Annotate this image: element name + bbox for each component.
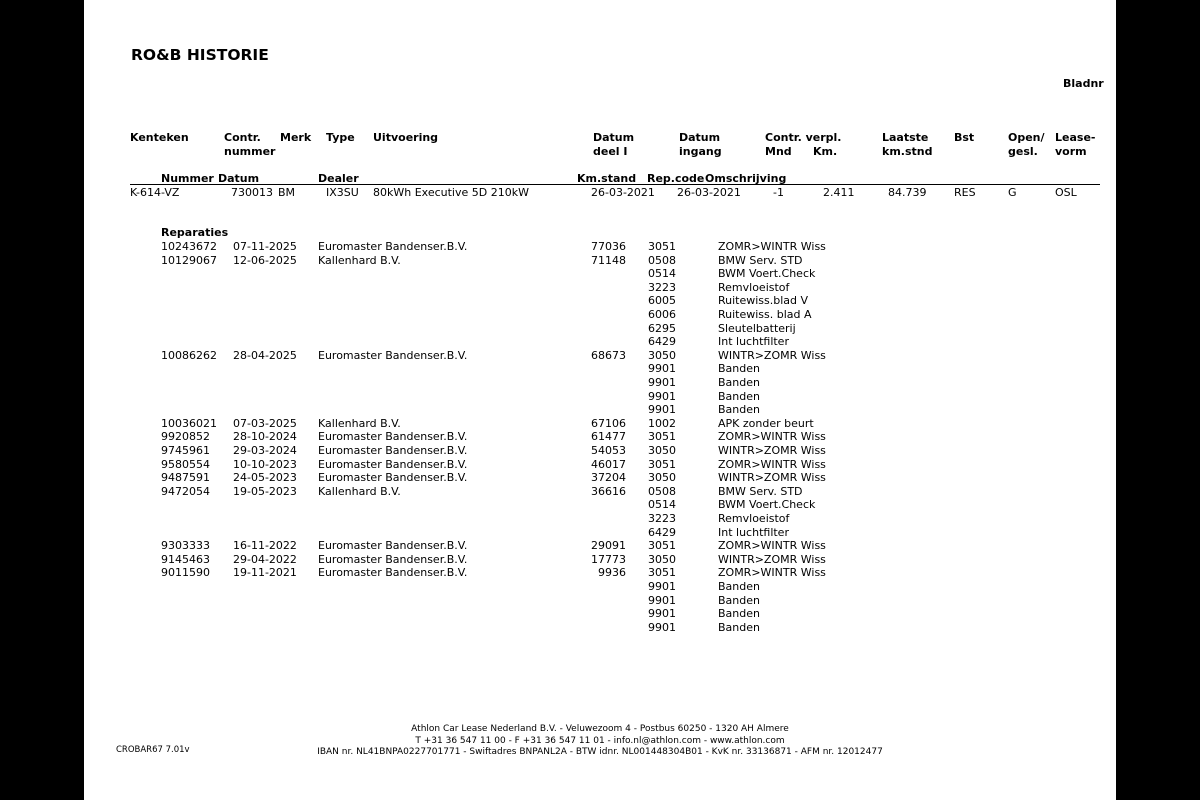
repair-code: 1002 xyxy=(648,416,676,430)
repair-nummer: 9487591 xyxy=(161,471,210,485)
repair-code: 3051 xyxy=(648,566,676,580)
repair-description: Sleutelbatterij xyxy=(718,321,796,335)
page-number-label: Bladnr xyxy=(1063,77,1104,90)
repair-code: 9901 xyxy=(648,389,676,403)
repair-nummer: 10036021 xyxy=(161,416,217,430)
repair-nummer: 9920852 xyxy=(161,430,210,444)
repair-nummer: 10129067 xyxy=(161,253,217,267)
repair-code: 6295 xyxy=(648,321,676,335)
header-merk: Merk xyxy=(280,131,312,144)
header-contr-verpl: Contr. verpl. xyxy=(765,131,842,144)
repair-code: 0514 xyxy=(648,498,676,512)
header-vorm: vorm xyxy=(1055,145,1087,158)
vehicle-merk: BM xyxy=(278,186,296,199)
repair-code: 9901 xyxy=(648,403,676,417)
subheader-nummer: Nummer xyxy=(161,172,214,185)
repair-description: Banden xyxy=(718,580,760,593)
repair-nummer: 9745961 xyxy=(161,444,210,457)
repair-datum: 16-11-2022 xyxy=(233,539,297,553)
repair-kmstand: 68673 xyxy=(591,348,626,362)
header-datum-ingang: Datum xyxy=(679,131,721,144)
vehicle-contractnummer: 730013 xyxy=(231,186,273,199)
repair-code: 3050 xyxy=(648,471,676,485)
repair-description: Remvloeistof xyxy=(718,280,790,294)
vehicle-uitvoering: 80kWh Executive 5D 210kW xyxy=(373,186,529,199)
repair-description: Banden xyxy=(718,389,760,403)
repair-code: 6006 xyxy=(648,308,676,321)
repair-description: WINTR>ZOMR Wiss xyxy=(718,348,826,362)
section-label-reparaties: Reparaties xyxy=(161,226,229,239)
repair-datum: 29-04-2022 xyxy=(233,552,297,566)
header-lease: Lease- xyxy=(1055,131,1096,144)
repair-code: 9901 xyxy=(648,607,676,621)
repair-code: 0508 xyxy=(648,484,676,498)
repair-datum: 24-05-2023 xyxy=(233,471,297,485)
header-divider xyxy=(130,184,1100,185)
repair-datum: 28-10-2024 xyxy=(233,430,297,444)
repair-description: APK zonder beurt xyxy=(718,416,814,430)
repair-code: 0514 xyxy=(648,267,676,281)
vehicle-laatste-kmstnd: 84.739 xyxy=(888,186,927,199)
header-type: Type xyxy=(326,131,355,144)
header-ingang: ingang xyxy=(679,145,722,158)
report-version: CROBAR67 7.01v xyxy=(116,745,190,755)
repair-code: 6429 xyxy=(648,525,676,539)
repair-nummer: 9472054 xyxy=(161,484,210,498)
repair-description: BWM Voert.Check xyxy=(718,267,816,281)
repair-kmstand: 67106 xyxy=(591,416,626,430)
repair-datum: 12-06-2025 xyxy=(233,253,297,267)
repair-nummer: 9580554 xyxy=(161,457,210,471)
repair-description: ZOMR>WINTR Wiss xyxy=(718,430,826,444)
header-laatste: Laatste xyxy=(882,131,929,144)
repair-description: WINTR>ZOMR Wiss xyxy=(718,552,826,566)
repair-datum: 07-11-2025 xyxy=(233,240,297,253)
repair-code: 6429 xyxy=(648,335,676,349)
header-kmstnd: km.stnd xyxy=(882,145,933,158)
repair-datum: 10-10-2023 xyxy=(233,457,297,471)
repair-code: 0508 xyxy=(648,253,676,267)
page-title: RO&B HISTORIE xyxy=(131,46,269,64)
repair-description: Banden xyxy=(718,362,760,376)
repair-code: 3050 xyxy=(648,348,676,362)
repair-kmstand: 29091 xyxy=(591,539,626,553)
repair-description: Remvloeistof xyxy=(718,512,790,525)
repair-dealer: Euromaster Bandenser.B.V. xyxy=(318,240,468,253)
repair-description: Ruitewiss. blad A xyxy=(718,308,812,321)
vehicle-type: IX3SU xyxy=(326,186,359,199)
repair-kmstand: 71148 xyxy=(591,253,626,267)
repair-code: 3051 xyxy=(648,457,676,471)
repair-dealer: Kallenhard B.V. xyxy=(318,253,401,267)
subheader-kmstand: Km.stand xyxy=(577,172,637,185)
repair-dealer: Euromaster Bandenser.B.V. xyxy=(318,471,468,485)
repair-code: 3223 xyxy=(648,512,676,525)
repair-description: Banden xyxy=(718,376,760,389)
repair-code: 9901 xyxy=(648,376,676,389)
repair-code: 3050 xyxy=(648,552,676,566)
repair-description: Int luchtfilter xyxy=(718,525,789,539)
repair-datum: 07-03-2025 xyxy=(233,416,297,430)
header-deel-i: deel I xyxy=(593,145,628,158)
header-mnd: Mnd xyxy=(765,145,792,158)
header-km: Km. xyxy=(813,145,838,158)
vehicle-datum-deel-i: 26-03-2021 xyxy=(591,186,655,199)
repair-kmstand: 46017 xyxy=(591,457,626,471)
subheader-datum: Datum xyxy=(218,172,260,185)
repair-dealer: Kallenhard B.V. xyxy=(318,484,401,498)
repair-dealer: Euromaster Bandenser.B.V. xyxy=(318,457,468,471)
footer-registration: IBAN nr. NL41BNPA0227701771 - Swiftadres BNPANL2A - BTW idnr. NL001448304B01 - KvK nr. 33136871 - AFM nr. 12012477 xyxy=(317,747,883,757)
repair-nummer: 9145463 xyxy=(161,552,210,566)
repair-nummer: 9011590 xyxy=(161,566,210,580)
vehicle-km: 2.411 xyxy=(823,186,855,199)
subheader-dealer: Dealer xyxy=(318,172,359,185)
repair-datum: 29-03-2024 xyxy=(233,444,297,457)
vehicle-leasevorm: OSL xyxy=(1055,186,1077,199)
repair-datum: 19-11-2021 xyxy=(233,566,297,580)
subheader-repcode: Rep.code xyxy=(647,172,705,185)
vehicle-bst: RES xyxy=(954,186,976,199)
vehicle-kenteken: K-614-VZ xyxy=(130,186,180,199)
repair-code: 9901 xyxy=(648,620,676,634)
repair-dealer: Euromaster Bandenser.B.V. xyxy=(318,444,468,457)
repair-description: WINTR>ZOMR Wiss xyxy=(718,471,826,485)
repair-code: 3050 xyxy=(648,444,676,457)
repair-code: 3051 xyxy=(648,539,676,553)
repair-nummer: 9303333 xyxy=(161,539,210,553)
repair-code: 9901 xyxy=(648,580,676,593)
repair-description: BWM Voert.Check xyxy=(718,498,816,512)
repair-description: Banden xyxy=(718,620,760,634)
header-bst: Bst xyxy=(954,131,975,144)
subheader-omschrijving: Omschrijving xyxy=(705,172,787,185)
header-nummer: nummer xyxy=(224,145,276,158)
repair-dealer: Euromaster Bandenser.B.V. xyxy=(318,566,468,580)
repair-kmstand: 54053 xyxy=(591,444,626,457)
repair-code: 6005 xyxy=(648,294,676,308)
repair-datum: 19-05-2023 xyxy=(233,484,297,498)
footer-contact: T +31 36 547 11 00 - F +31 36 547 11 01 - info.nl@athlon.com - www.athlon.com xyxy=(415,736,785,746)
repair-description: ZOMR>WINTR Wiss xyxy=(718,566,826,580)
header-uitvoering: Uitvoering xyxy=(373,131,439,144)
repair-description: Banden xyxy=(718,593,760,607)
repair-description: ZOMR>WINTR Wiss xyxy=(718,457,826,471)
repair-datum: 28-04-2025 xyxy=(233,348,297,362)
repair-code: 3223 xyxy=(648,280,676,294)
header-datum-deel: Datum xyxy=(593,131,635,144)
repair-description: Banden xyxy=(718,403,760,417)
header-gesl: gesl. xyxy=(1008,145,1038,158)
repair-code: 9901 xyxy=(648,362,676,376)
header-kenteken: Kenteken xyxy=(130,131,189,144)
footer-address: Athlon Car Lease Nederland B.V. - Veluwezoom 4 - Postbus 60250 - 1320 AH Almere xyxy=(411,724,789,734)
repair-dealer: Euromaster Bandenser.B.V. xyxy=(318,539,468,553)
repair-code: 3051 xyxy=(648,430,676,444)
vehicle-mnd: -1 xyxy=(773,186,784,199)
repair-description: Ruitewiss.blad V xyxy=(718,294,809,308)
repair-dealer: Euromaster Bandenser.B.V. xyxy=(318,552,468,566)
repair-nummer: 10243672 xyxy=(161,240,217,253)
repair-kmstand: 9936 xyxy=(598,566,626,580)
repair-kmstand: 36616 xyxy=(591,484,626,498)
repair-description: ZOMR>WINTR Wiss xyxy=(718,240,826,253)
repair-nummer: 10086262 xyxy=(161,348,217,362)
repair-code: 3051 xyxy=(648,240,676,253)
repair-description: Banden xyxy=(718,607,760,621)
repair-kmstand: 37204 xyxy=(591,471,626,485)
repair-description: BMW Serv. STD xyxy=(718,484,803,498)
vehicle-open-gesl: G xyxy=(1008,186,1017,199)
header-contr: Contr. xyxy=(224,131,261,144)
repair-description: WINTR>ZOMR Wiss xyxy=(718,444,826,457)
repair-kmstand: 77036 xyxy=(591,240,626,253)
repair-dealer: Kallenhard B.V. xyxy=(318,416,401,430)
repair-kmstand: 17773 xyxy=(591,552,626,566)
vehicle-datum-ingang: 26-03-2021 xyxy=(677,186,741,199)
repair-dealer: Euromaster Bandenser.B.V. xyxy=(318,348,468,362)
repair-code: 9901 xyxy=(648,593,676,607)
repair-description: ZOMR>WINTR Wiss xyxy=(718,539,826,553)
header-open: Open/ xyxy=(1008,131,1045,144)
document-page xyxy=(84,0,1116,800)
repair-description: Int luchtfilter xyxy=(718,335,789,349)
repair-description: BMW Serv. STD xyxy=(718,253,803,267)
repair-kmstand: 61477 xyxy=(591,430,626,444)
repair-dealer: Euromaster Bandenser.B.V. xyxy=(318,430,468,444)
